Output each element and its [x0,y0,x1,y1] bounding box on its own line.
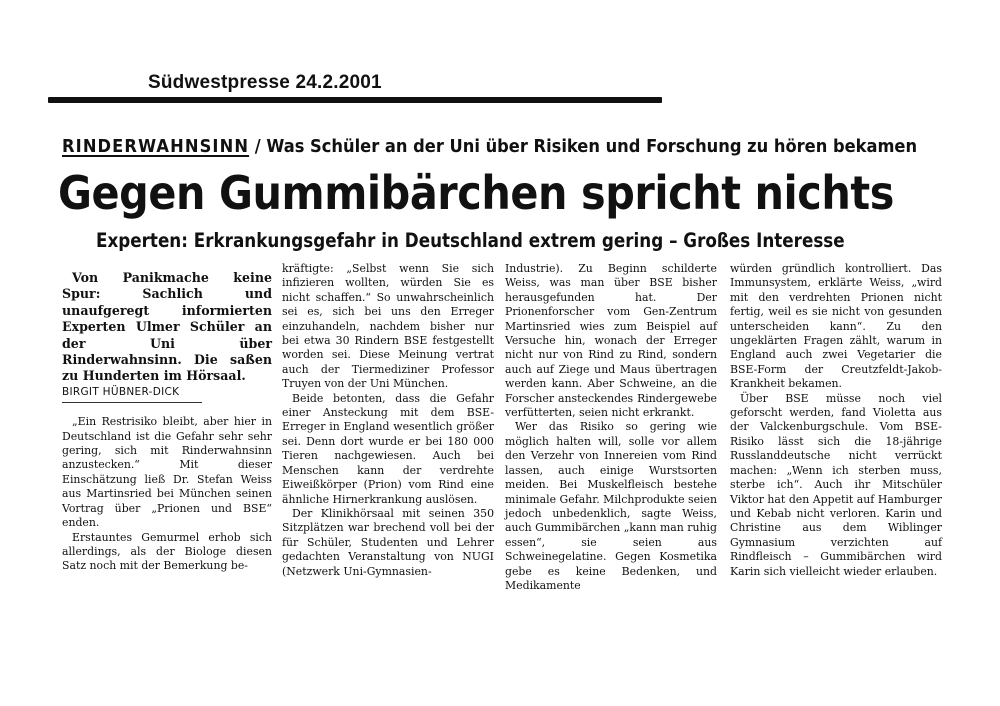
author-byline: BIRGIT HÜBNER-DICK [62,385,202,403]
lead-paragraph: Von Panikmache keine Spur: Sachlich und unaufgeregt informierten Experten Ulmer Schüler an der Uni über Rinderwahnsinn. Die saßen zu Hunderten im Hörsaal. [62,270,272,384]
paragraph: Erstauntes Gemurmel erhob sich allerdings, als der Biologe diesen Satz noch mit der Bemerkung be- [62,530,272,573]
paragraph: Industrie). Zu Beginn schilderte Weiss, was man über BSE bisher herausgefunden hat. Der Prionenforscher vom Gen-Zentrum Martinsried wies zum Beispiel auf Versuche hin, wonach der Erreger nicht nur von Rind zu Rind, sondern auch auf Ziege und Maus übertragen werden kann. Aber Schweine, an die Forscher ansteckendes Rindergewebe verfütterten, seien nicht erkrankt. [505,262,717,420]
paragraph: Wer das Risiko so gering wie möglich halten will, solle vor allem den Verzehr von Innereien vom Rind lassen, auch einige Wurstsorten meiden. Bei Muskelfleisch bestehe minimale Gefahr. Milchprodukte seien jedoch unbedenklich, sagte Weiss, auch Gummibärchen „kann man ruhig essen“, sie seien aus Schweinegelatine. Gegen Kosmetika gebe es keine Bedenken, und Medikamente [505,420,717,592]
column-3 [505,262,717,593]
column-1 [62,270,272,574]
kicker-topic: RINDERWAHNSINN [62,137,250,157]
kicker [62,137,917,157]
source-rule [48,97,662,103]
paragraph: Der Klinikhörsaal mit seinen 350 Sitzplätzen war brechend voll bei der für Schüler, Studenten und Lehrer gedachten Veranstaltung von NUGI (Netzwerk Uni-Gymnasien- [282,506,494,578]
headline: Gegen Gummibärchen spricht nichts [58,166,894,220]
kicker-text: / Was Schüler an der Uni über Risiken und Forschung zu hören bekamen [249,137,918,157]
paragraph: Beide betonten, dass die Gefahr einer Ansteckung mit dem BSE-Erreger in England wesentlich größer sei. Denn dort wurde er bei 180 000 Tieren nachgewiesen. Auch bei Menschen kann der verdrehte Eiweißkörper (Prion) vom Rind eine ähnliche Hirnerkrankung auslösen. [282,391,494,506]
paragraph: würden gründlich kontrolliert. Das Immunsystem, erklärte Weiss, „wird mit den verdrehten Prionen nicht fertig, weil es sie nicht von gesunden unterscheiden kann“. Zu den ungeklärten Fragen zählt, warum in England auch zwei Vegetarier die BSE-Form der Creutzfeldt-Jakob-Krankheit bekamen. [730,262,942,391]
paragraph: Über BSE müsse noch viel geforscht werden, fand Violetta aus der Valckenburgschule. Vom BSE-Risiko lässt sich die 18-jährige Russlanddeutsche nicht verrückt machen: „Wenn ich sterben muss, sterbe ich“. Auch ihr Mitschüler Viktor hat den Appetit auf Hamburger und Kebab nicht verloren. Karin und Christine aus dem Wiblinger Gymnasium verzichten auf Rindfleisch – Gummibärchen wird Karin sich vielleicht wieder erlauben. [730,391,942,578]
subheadline: Experten: Erkrankungsgefahr in Deutschland extrem gering – Großes Interesse [96,229,845,252]
column-4 [730,262,942,579]
source-line: Südwestpresse 24.2.2001 [148,72,382,93]
column-2 [282,262,494,579]
paragraph: kräftigte: „Selbst wenn Sie sich infizieren wollten, würden Sie es nicht schaffen.“ So unwahrscheinlich sei es, sich bei uns den Erreger einzuhandeln, nachdem bisher nur bei etwa 30 Rindern BSE festgestellt worden sei. Diese Meinung vertrat auch der Tiermediziner Professor Truyen von der Uni München. [282,262,494,391]
paragraph: „Ein Restrisiko bleibt, aber hier in Deutschland ist die Gefahr sehr sehr gering, sich mit Rinderwahnsinn anzustecken.“ Mit dieser Einschätzung ließ Dr. Stefan Weiss aus Martinsried bei München seinen Vortrag über „Prionen und BSE“ enden. [62,415,272,530]
